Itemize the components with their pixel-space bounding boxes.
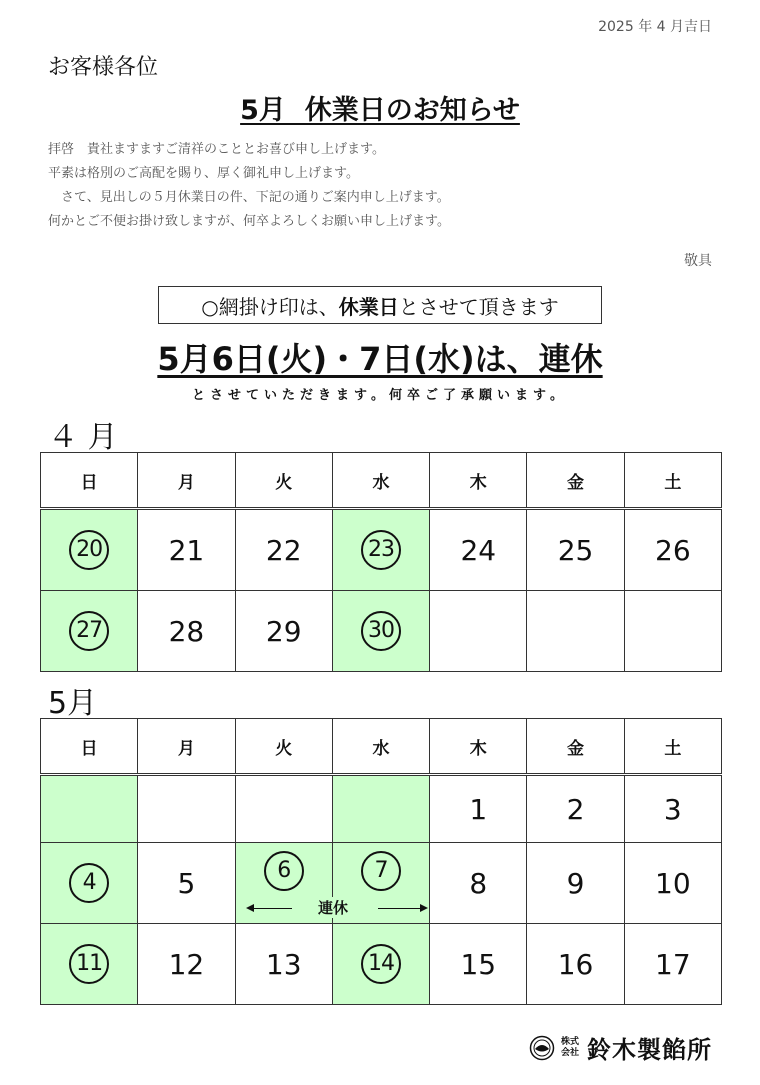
company-signature bbox=[529, 1030, 712, 1065]
day-cell bbox=[430, 509, 527, 591]
day-cell bbox=[527, 924, 624, 1005]
day-cell bbox=[527, 591, 624, 672]
company-logo-icon bbox=[529, 1035, 555, 1061]
day-number: 12 bbox=[168, 947, 205, 981]
weekday-header: 土 bbox=[624, 453, 721, 509]
weekday-header: 水 bbox=[332, 719, 429, 775]
day-cell bbox=[235, 924, 332, 1005]
day-number: 3 bbox=[663, 792, 682, 826]
holiday-day-cell bbox=[332, 924, 429, 1005]
weekday-header: 金 bbox=[527, 719, 624, 775]
day-cell bbox=[138, 775, 235, 843]
notice-prefix: ○網掛け印は、 bbox=[201, 294, 339, 319]
day-cell bbox=[430, 843, 527, 924]
weekday-header: 日 bbox=[41, 453, 138, 509]
day-number: 21 bbox=[168, 533, 205, 567]
holiday-day-cell bbox=[41, 509, 138, 591]
weekday-header: 月 bbox=[138, 453, 235, 509]
day-number: 5 bbox=[177, 866, 196, 900]
notice-suffix: とさせて頂きます bbox=[398, 294, 559, 319]
day-number: 25 bbox=[557, 533, 594, 567]
weekday-header: 火 bbox=[235, 719, 332, 775]
letter-line: 拝啓 貴社ますますご清祥のこととお喜び申し上げます。 bbox=[48, 142, 385, 157]
arrow-line-left bbox=[248, 908, 292, 909]
day-number: 24 bbox=[460, 533, 497, 567]
day-number: 8 bbox=[469, 866, 488, 900]
day-cell bbox=[235, 775, 332, 843]
holiday-day-cell bbox=[332, 775, 429, 843]
day-number: 2 bbox=[566, 792, 585, 826]
day-cell bbox=[624, 775, 721, 843]
day-cell bbox=[527, 509, 624, 591]
notice-box bbox=[158, 286, 602, 324]
weekday-header-row bbox=[41, 719, 722, 775]
letter-closing: 敬具 bbox=[684, 253, 712, 269]
circled-day-number: 20 bbox=[69, 530, 109, 570]
weekday-header: 土 bbox=[624, 719, 721, 775]
day-number: 9 bbox=[566, 866, 585, 900]
weekday-header: 月 bbox=[138, 719, 235, 775]
company-name: 鈴木製餡所 bbox=[587, 1036, 712, 1064]
day-number: 10 bbox=[655, 866, 691, 900]
circled-day-number: 11 bbox=[69, 944, 109, 984]
holiday-day-cell bbox=[41, 775, 138, 843]
day-cell bbox=[624, 591, 721, 672]
document-title bbox=[0, 88, 760, 127]
circled-day-number: 4 bbox=[69, 863, 109, 903]
day-number: 16 bbox=[557, 947, 594, 981]
day-cell bbox=[624, 509, 721, 591]
week-row bbox=[41, 775, 722, 843]
day-number: 15 bbox=[460, 947, 497, 981]
company-type-text: 株式会社 bbox=[561, 1036, 580, 1058]
arrow-line-right bbox=[378, 908, 424, 909]
document-date: 2025 年 4 月吉日 bbox=[598, 19, 712, 35]
day-cell bbox=[624, 843, 721, 924]
circled-day-number: 6 bbox=[264, 851, 304, 891]
week-row bbox=[41, 509, 722, 591]
letter-line: 平素は格別のご高配を賜り、厚く御礼申し上げます。 bbox=[48, 166, 359, 181]
day-cell bbox=[430, 775, 527, 843]
weekday-header: 水 bbox=[332, 453, 429, 509]
weekday-header: 木 bbox=[430, 719, 527, 775]
may-label: 5月 bbox=[48, 686, 98, 721]
day-cell bbox=[235, 509, 332, 591]
circled-day-number: 14 bbox=[361, 944, 401, 984]
weekday-header: 火 bbox=[235, 453, 332, 509]
day-cell bbox=[235, 591, 332, 672]
holiday-day-cell bbox=[332, 509, 429, 591]
weekday-header: 金 bbox=[527, 453, 624, 509]
circled-day-number: 23 bbox=[361, 530, 401, 570]
weekday-header: 木 bbox=[430, 453, 527, 509]
april-calendar bbox=[40, 452, 722, 672]
arrow-right-icon bbox=[420, 904, 428, 912]
weekday-header-row bbox=[41, 453, 722, 509]
circled-day-number: 30 bbox=[361, 611, 401, 651]
day-cell bbox=[624, 924, 721, 1005]
renkyu-label: 連休 bbox=[318, 899, 349, 917]
holiday-day-cell bbox=[41, 924, 138, 1005]
letter-line: さて、見出しの５月休業日の件、下記の通りご案内申し上げます。 bbox=[48, 190, 450, 205]
day-cell bbox=[527, 775, 624, 843]
circled-day-number: 7 bbox=[361, 851, 401, 891]
subline: とさせていただきます。何卒ご了承願います。 bbox=[192, 388, 568, 403]
weekday-header: 日 bbox=[41, 719, 138, 775]
holiday-day-cell bbox=[332, 591, 429, 672]
day-cell bbox=[430, 591, 527, 672]
day-cell bbox=[138, 924, 235, 1005]
day-number: 22 bbox=[265, 533, 302, 567]
letter-line: 何かとご不便お掛け致しますが、何卒よろしくお願い申し上げます。 bbox=[48, 214, 450, 229]
day-cell bbox=[527, 843, 624, 924]
letter-body bbox=[48, 138, 450, 234]
day-cell bbox=[430, 924, 527, 1005]
day-number: 13 bbox=[265, 947, 302, 981]
addressee: お客様各位 bbox=[48, 55, 159, 80]
day-number: 29 bbox=[265, 614, 302, 648]
holiday-day-cell bbox=[41, 591, 138, 672]
renkyu-arrow bbox=[246, 897, 428, 921]
notice-bold: 休業日 bbox=[338, 294, 399, 319]
holiday-day-cell bbox=[41, 843, 138, 924]
week-row bbox=[41, 924, 722, 1005]
week-row bbox=[41, 591, 722, 672]
may-calendar bbox=[40, 718, 722, 1005]
april-label: ４ 月 bbox=[48, 420, 118, 455]
title-text: 5月 休業日のお知らせ bbox=[240, 95, 520, 126]
day-number: 26 bbox=[655, 533, 691, 567]
headline-text: 5月6日(火)・7日(水)は、連休 bbox=[157, 340, 603, 378]
day-number: 1 bbox=[469, 792, 488, 826]
day-number: 17 bbox=[655, 947, 691, 981]
company-type bbox=[561, 1037, 581, 1059]
day-cell bbox=[138, 509, 235, 591]
day-cell bbox=[138, 843, 235, 924]
day-number: 28 bbox=[168, 614, 205, 648]
circled-day-number: 27 bbox=[69, 611, 109, 651]
day-cell bbox=[138, 591, 235, 672]
headline bbox=[0, 334, 760, 380]
